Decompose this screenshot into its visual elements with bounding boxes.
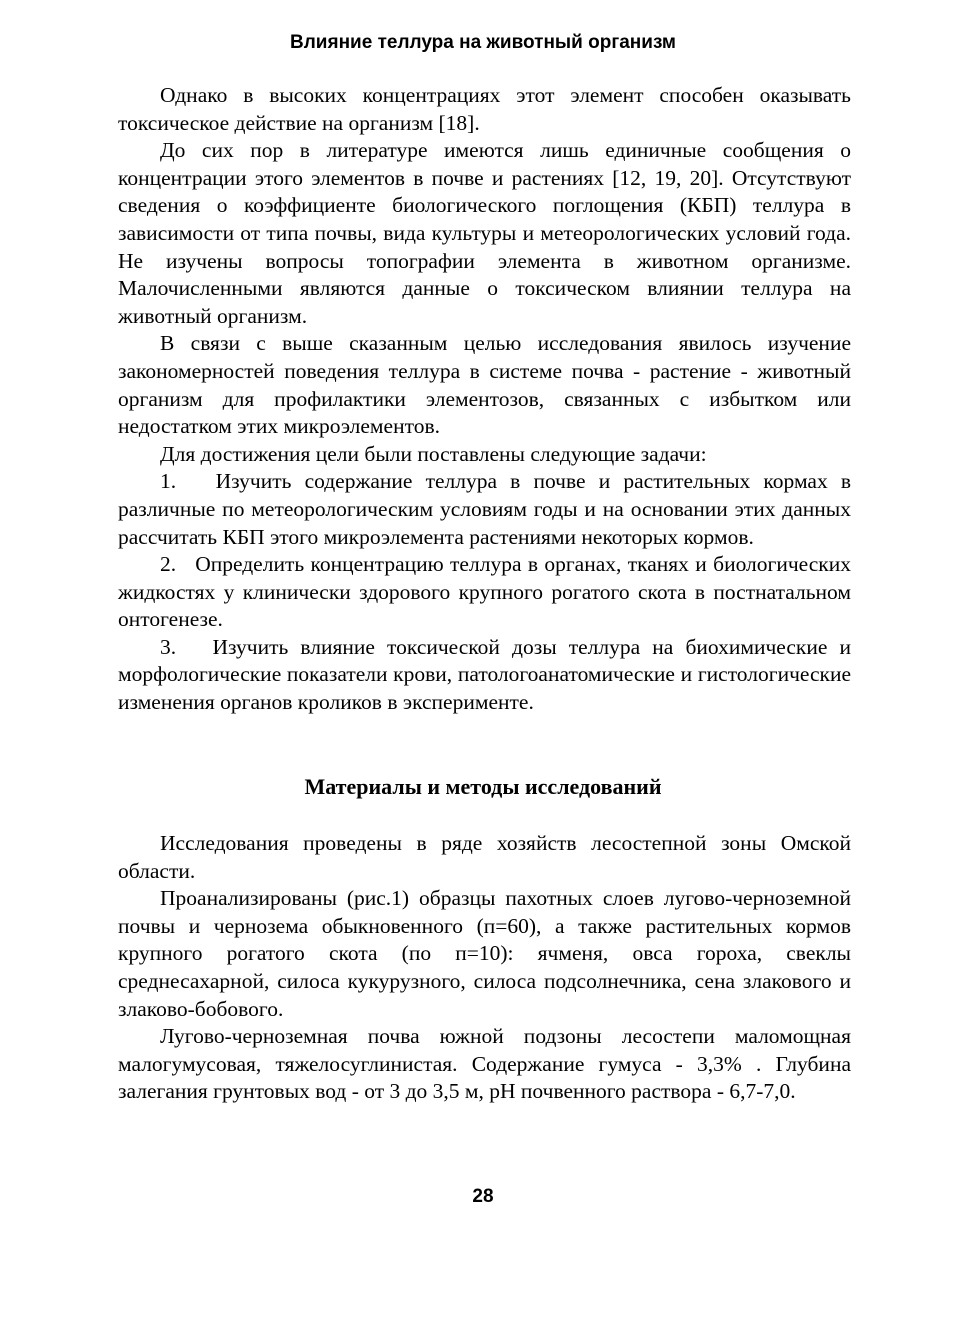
page-number: 28 xyxy=(472,1186,494,1207)
paragraph-research-goal: В связи с выше сказанным целью исследования явилось изучение закономерностей поведения теллура в системе почва - растение - животный организм для профилактики элементозов, связанных с избытком или недостатком этих микроэлементов. xyxy=(118,331,851,439)
section-heading: Материалы и методы исследований xyxy=(304,774,662,799)
task-item-1 xyxy=(118,468,851,551)
task-number: 3. xyxy=(160,634,177,659)
paragraph-study-location: Исследования проведены в ряде хозяйств лесостепной зоны Омской области. xyxy=(118,831,851,883)
task-number: 2. xyxy=(160,552,177,577)
paragraph-soil-description: Лугово-черноземная почва южной подзоны лесостепи маломощная малогумусовая, тяжелосуглинистая. Содержание гумуса - 3,3% . Глубина залегания грунтовых вод - от 3 до 3,5 м, рН почвенного раствора - 6,7-7,0. xyxy=(118,1024,851,1104)
task-text: Изучить содержание теллура в почве и растительных кормах в различные по метеорологическим условиям годы и на основании этих данных рассчитать КБП этого микроэлемента растениями некоторых кормов. xyxy=(118,469,851,549)
task-item-3 xyxy=(118,634,851,717)
methods-section xyxy=(118,830,851,1106)
paragraph-tasks-intro: Для достижения цели были поставлены следующие задачи: xyxy=(160,441,707,466)
task-item-2 xyxy=(118,551,851,634)
task-number: 1. xyxy=(160,469,177,494)
task-text: Изучить влияние токсической дозы теллура на биохимические и морфологические показатели крови, патологоанатомические и гистологические изменения органов кроликов в эксперименте. xyxy=(118,634,852,715)
paragraph-toxicity: Однако в высоких концентрациях этот элемент способен оказывать токсическое действие на организм [18]. xyxy=(118,83,851,135)
paragraph-literature-review: До сих пор в литературе имеются лишь единичные сообщения о концентрации этого элементов в почве и растениях [12, 19, 20]. Отсутствуют сведения о коэффициенте биологического поглощения (КБП) теллура в зависимости от типа почвы, вида культуры и метеорологических условий года. Не изучены вопросы топографии элемента в животном организме. Малочисленными являются данные о токсическом влиянии теллура на животный организм. xyxy=(118,138,851,328)
intro-section xyxy=(118,82,851,717)
paragraph-samples: Проанализированы (рис.1) образцы пахотных слоев лугово-черноземной почвы и чернозема обыкновенного (п=60), а также растительных кормов крупного рогатого скота (по п=10): ячменя, овса гороха, свеклы среднесахарной, силоса кукурузного, силоса подсолнечника, сена злакового и злаково-бобового. xyxy=(118,886,851,1021)
task-text: Определить концентрацию теллура в органах, тканях и биологических жидкостях у клинически здорового крупного рогатого скота в постнатальном онтогенезе. xyxy=(118,552,851,632)
running-header: Влияние теллура на животный организм xyxy=(290,32,676,53)
